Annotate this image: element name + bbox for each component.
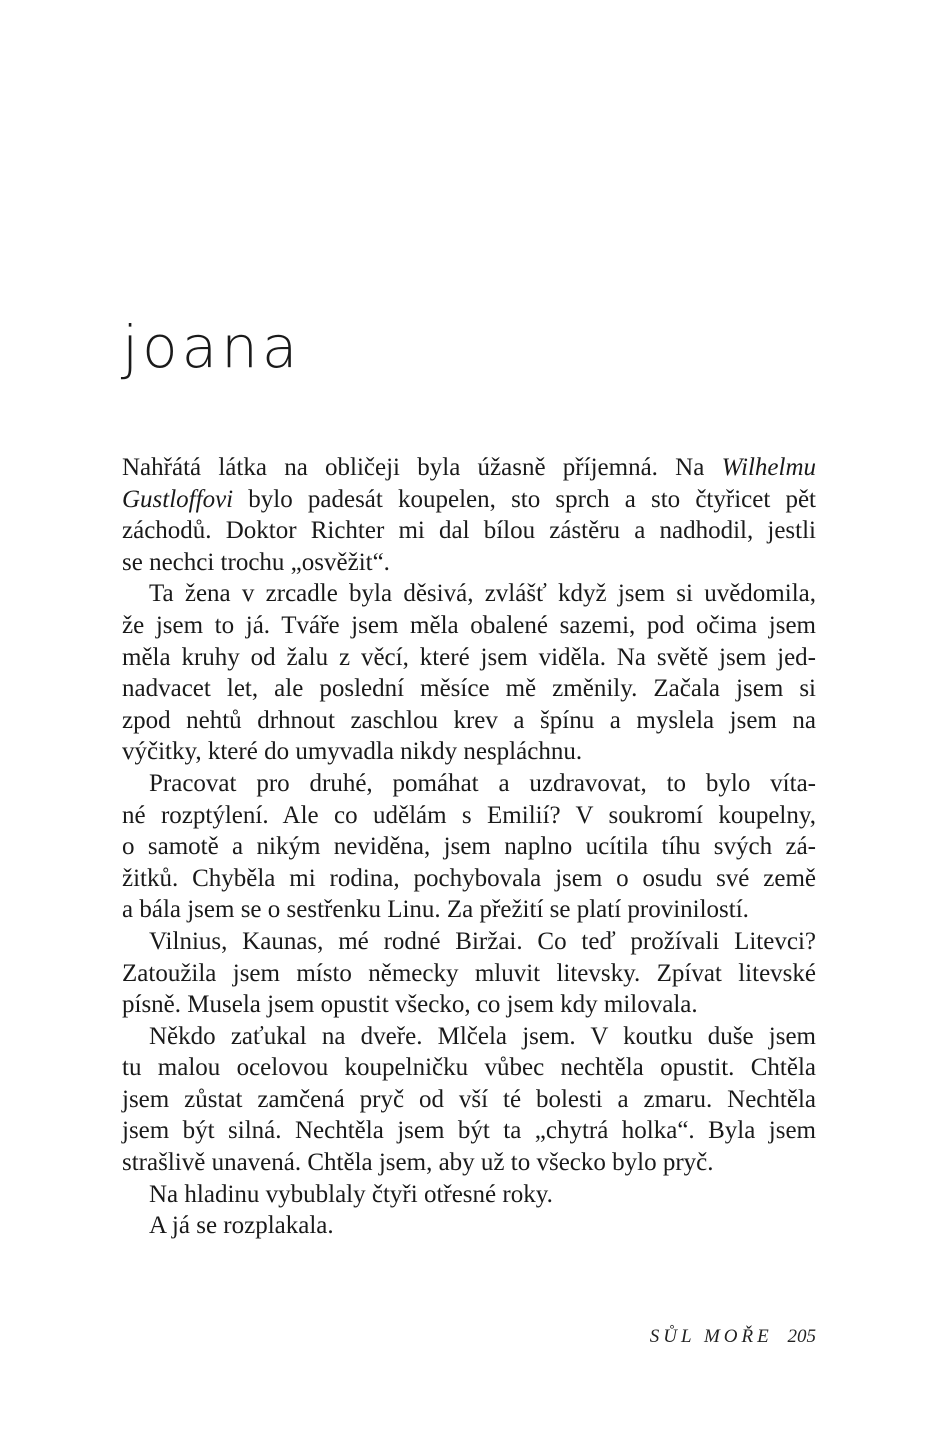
text-span: tu malou ocelovou koupelničku vůbec nechtěla opustit. Chtěla [122,1054,816,1082]
text-span: né rozptýlení. Ale co udělám s Emilií? V soukromí koupelny, [122,801,816,829]
text-line [122,515,816,547]
text-span: Ta žena v zrcadle byla děsivá, zvlášť když jsem si uvědomila, [149,580,816,608]
text-span: Někdo zaťukal na dveře. Mlčela jsem. V koutku duše jsem [149,1022,816,1050]
text-span: písně. Musela jsem opustit všecko, co jsem kdy milovala. [122,991,698,1019]
text-line [122,863,816,895]
text-span: o samotě a nikým neviděna, jsem naplno ucítila tíhu svých zá- [122,833,816,861]
text-span: a bála jsem se o sestřenku Linu. Za přežití se platí provinilostí. [122,896,749,924]
text-line [122,958,816,990]
text-line [122,831,816,863]
text-line [122,578,816,610]
chapter-title: joana [122,313,302,381]
footer-book-title: SŮL MOŘE [649,1326,773,1347]
paragraph [122,1210,816,1242]
text-line [122,768,816,800]
paragraph [122,926,816,1021]
running-footer [650,1326,816,1348]
text-span: měla kruhy od žalu z věcí, které jsem viděla. Na světě jsem jed- [122,643,816,671]
text-line [122,705,816,737]
text-span: nadvacet let, ale poslední měsíce mě změnily. Začala jsem si [122,675,816,703]
text-line [122,1084,816,1116]
text-span: Nahřátá látka na obličeji byla úžasně příjemná. Na [122,454,722,481]
text-line [122,452,816,484]
text-line [122,1147,816,1179]
text-span: jsem zůstat zamčená pryč od vší té bolesti a zmaru. Nechtěla [122,1085,816,1113]
chapter-body [122,452,816,1242]
text-span: jsem být silná. Nechtěla jsem být ta „chytrá holka“. Byla jsem [122,1117,816,1145]
paragraph [122,1021,816,1179]
text-line [122,1021,816,1053]
text-line [122,989,816,1021]
text-line [122,800,816,832]
italic-text: Gustloffovi [122,485,234,513]
text-line [122,736,816,768]
text-span: výčitky, které do umyvadla nikdy nespláchnu. [122,738,583,766]
text-span: Pracovat pro druhé, pomáhat a uzdravovat, to bylo víta- [149,769,816,797]
text-span: Zatoužila jsem místo německy mluvit litevsky. Zpívat litevské [122,959,816,987]
text-span: Na hladinu vybublaly čtyři otřesné roky. [149,1180,553,1208]
text-span: Vilnius, Kaunas, mé rodné Biržai. Co teď prožívali Litevci? [149,927,816,955]
text-span: zpod nehtů drhnout zaschlou krev a špínu a myslela jsem na [122,706,816,734]
paragraph [122,452,816,578]
text-line [122,673,816,705]
text-line [122,610,816,642]
text-span: že jsem to já. Tváře jsem měla obalené sazemi, pod očima jsem [122,611,816,639]
text-span: A já se rozplakala. [149,1212,334,1240]
page-number: 205 [787,1326,816,1347]
paragraph [122,1179,816,1211]
text-line [122,547,816,579]
text-line [122,642,816,674]
text-line [122,1210,816,1242]
text-span: záchodů. Doktor Richter mi dal bílou zástěru a nadhodil, jestli [122,517,816,545]
paragraph [122,768,816,926]
text-line [122,484,816,516]
text-span: se nechci trochu „osvěžit“. [122,548,390,576]
text-line [122,1115,816,1147]
text-line [122,894,816,926]
text-line [122,1179,816,1211]
text-span: bylo padesát koupelen, sto sprch a sto čtyřicet pět [233,485,816,513]
text-line [122,926,816,958]
text-span: strašlivě unavená. Chtěla jsem, aby už to všecko bylo pryč. [122,1149,714,1177]
text-span: žitků. Chyběla mi rodina, pochybovala jsem o osudu své země [122,864,816,892]
italic-text: Wilhelmu [721,454,816,481]
paragraph [122,578,816,768]
text-line [122,1052,816,1084]
